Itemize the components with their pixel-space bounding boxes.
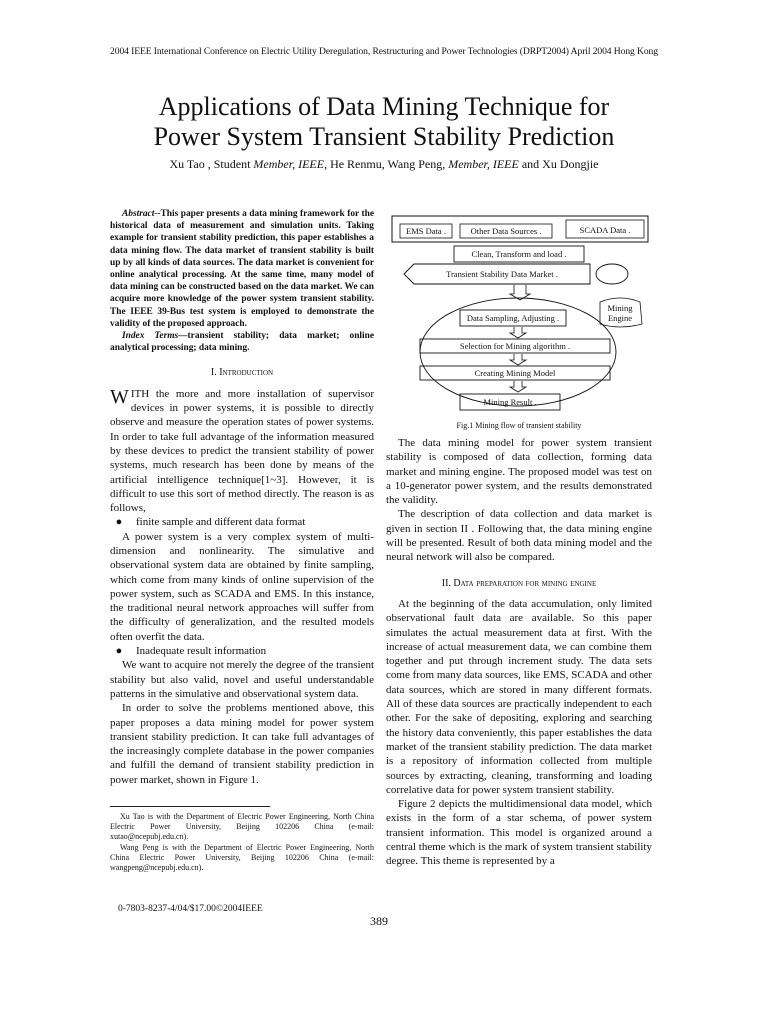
- abstract: [110, 208, 374, 330]
- left-column: [110, 208, 374, 787]
- title-line-2: Power System Transient Stability Prediction: [153, 122, 615, 151]
- bullet-item-1: [110, 515, 374, 529]
- mining-result-label: Mining Result .: [483, 397, 537, 407]
- data-market-label: Transient Stability Data Market .: [446, 269, 558, 279]
- right-paragraph-4: Figure 2 depicts the multidimensional data model, which exists in the form of a star schema, of power system transient information. This model is organized around a central theme which is the mark of system transient stability degree. This theme is represented by a: [386, 798, 652, 868]
- bullet-text-2: Inadequate result information: [136, 645, 267, 658]
- author-4: and Xu Dongjie: [518, 157, 599, 171]
- bullet-text-1: finite sample and different data format: [136, 516, 306, 529]
- right-paragraph-1: The data mining model for power system transient stability is composed of data collection, forming data market and mining engine. The proposed model was test on a 10-generator power system, and the results demonstrated the validity.: [386, 437, 652, 507]
- copyright-line: 0-7803-8237-4/04/$17.00©2004IEEE: [118, 904, 263, 914]
- footnote-2: Wang Peng is with the Department of Electric Power Engineering, North China Electric Power University, Beijing 102206 China (e-mail: wangpeng@ncepubj.edu.cn).: [110, 842, 374, 873]
- footnotes: [110, 812, 374, 873]
- index-terms: [110, 330, 374, 354]
- right-column: [386, 436, 652, 869]
- author-2-3: He Renmu, Wang Peng,: [327, 157, 449, 171]
- author-1-membership: Member, IEEE,: [253, 157, 328, 171]
- scada-label: SCADA Data .: [579, 225, 631, 235]
- page-number: 389: [370, 914, 388, 928]
- paper-title: [0, 92, 768, 152]
- abstract-text: This paper presents a data mining framework for the historical data of measurement and simulation units. Taking example for transient stability prediction, this paper establishes a data mining flow. The data market of transient stability is built up by all kinds of data sources. The data market is convenient for online analytical processing. At the same time, many model of data mining can be constructed based on the data market. We can acquire more knowledge of the power system transient stability. The IEEE 39-Bus test system is employed to demonstrate the validity of the proposed approach.: [110, 209, 374, 329]
- arrow-down-icon: [510, 381, 526, 392]
- author-list: [0, 157, 768, 172]
- intro-paragraph-1: WITH the more and more installation of supervisor devices in power systems, it is possible to directly observe and measure the operation states of power systems. In order to take full advantage of the information measured by these devices to predict the transient stability of power systems, much research has been done by means of the artificial intelligence technique[1~3]. However, it is difficult to use this sort of method directly. The reason is as follows,: [110, 385, 374, 515]
- section-2-heading: II. Data preparation for mining engine: [441, 577, 597, 589]
- mining-flow-diagram: [390, 212, 650, 420]
- intro-paragraph-2: A power system is a very complex system of multi-dimension and nonlinearity. The simulative and observational system data are obtained by finite sampling, which come from many kinds of online supervision of the power system, such as SCADA and EMS. In this instance, the traditional neural network approaches will suffer from the difficulty of generalization, and the resulted models often overfit the data.: [110, 530, 374, 643]
- intro-paragraph-4: In order to solve the problems mentioned above, this paper proposes a data mining model for power system transient stability prediction. It can take full advantages of the increasingly complete database in the power companies and fulfill the demand of transient stability prediction in power market, shown in Figure 1.: [110, 702, 374, 786]
- index-terms-text: —transient stability; data market; online analytical processing; data mining.: [110, 331, 374, 354]
- abstract-label: Abstract--: [122, 209, 161, 219]
- section-1-heading: I. Introduction: [210, 367, 274, 379]
- clean-transform-label: Clean, Transform and load .: [471, 249, 567, 259]
- selection-label: Selection for Mining algorithm .: [459, 341, 571, 351]
- figure-1: [390, 212, 650, 420]
- author-3-membership: Member, IEEE: [448, 157, 519, 171]
- figure-1-caption: Fig.1 Mining flow of transient stability: [456, 421, 582, 430]
- footnote-divider: [110, 806, 270, 807]
- right-paragraph-2: The description of data collection and data market is given in section II . Following that, the data mining engine will be presented. Result of both data mining model and the neural network will also be compared.: [386, 508, 652, 564]
- index-terms-label: Index Terms: [122, 331, 179, 342]
- mining-engine-label-2: Engine: [607, 313, 633, 323]
- other-sources-label: Other Data Sources .: [470, 226, 542, 236]
- arrow-down-icon: [510, 354, 526, 365]
- mining-engine-label-1: Mining: [607, 303, 633, 313]
- author-1: Xu Tao , Student: [169, 157, 254, 171]
- right-paragraph-3: At the beginning of the data accumulation, only limited observational fault data are available. So this paper simulates the actual measurement data at first. With the increase of actual measurement data, we can combine them together and put through increment study. The data sets come from many data sources, like EMS, SCADA and other data sources, which are stored in many different formats. All of these data sources are practically independent to each other. For the sake of depositing, exploring and searching the history data conveniently, this paper establishes the data market of the transient stability prediction. The data market is a repository of information collected from multiple sources by extracting, cleaning, transforming and loading correlative data for power system transient stability.: [386, 597, 652, 796]
- sampling-label: Data Sampling, Adjusting .: [466, 313, 560, 323]
- intro-paragraph-3: We want to acquire not merely the degree of the transient stability but also valid, novel and useful understandable patterns in the simulative and observational system data.: [110, 659, 375, 700]
- bullet-icon: ●: [115, 645, 123, 658]
- conference-header: 2004 IEEE International Conference on Electric Utility Deregulation, Restructuring and Power Technologies (DRPT2004) April 2004 Hong Kong: [110, 46, 658, 57]
- bullet-item-2: [110, 644, 374, 658]
- arrow-down-icon: [510, 327, 526, 338]
- data-market-cylinder: [596, 264, 628, 284]
- ems-label: EMS Data .: [406, 226, 446, 236]
- footnote-1: Xu Tao is with the Department of Electric Power Engineering, North China Electric Power University, Beijing 102206 China (e-mail: xutao@ncepubj.edu.cn).: [110, 812, 374, 842]
- title-line-1: Applications of Data Mining Technique for: [158, 92, 610, 121]
- bullet-icon: ●: [115, 516, 123, 529]
- creating-model-label: Creating Mining Model: [474, 368, 556, 378]
